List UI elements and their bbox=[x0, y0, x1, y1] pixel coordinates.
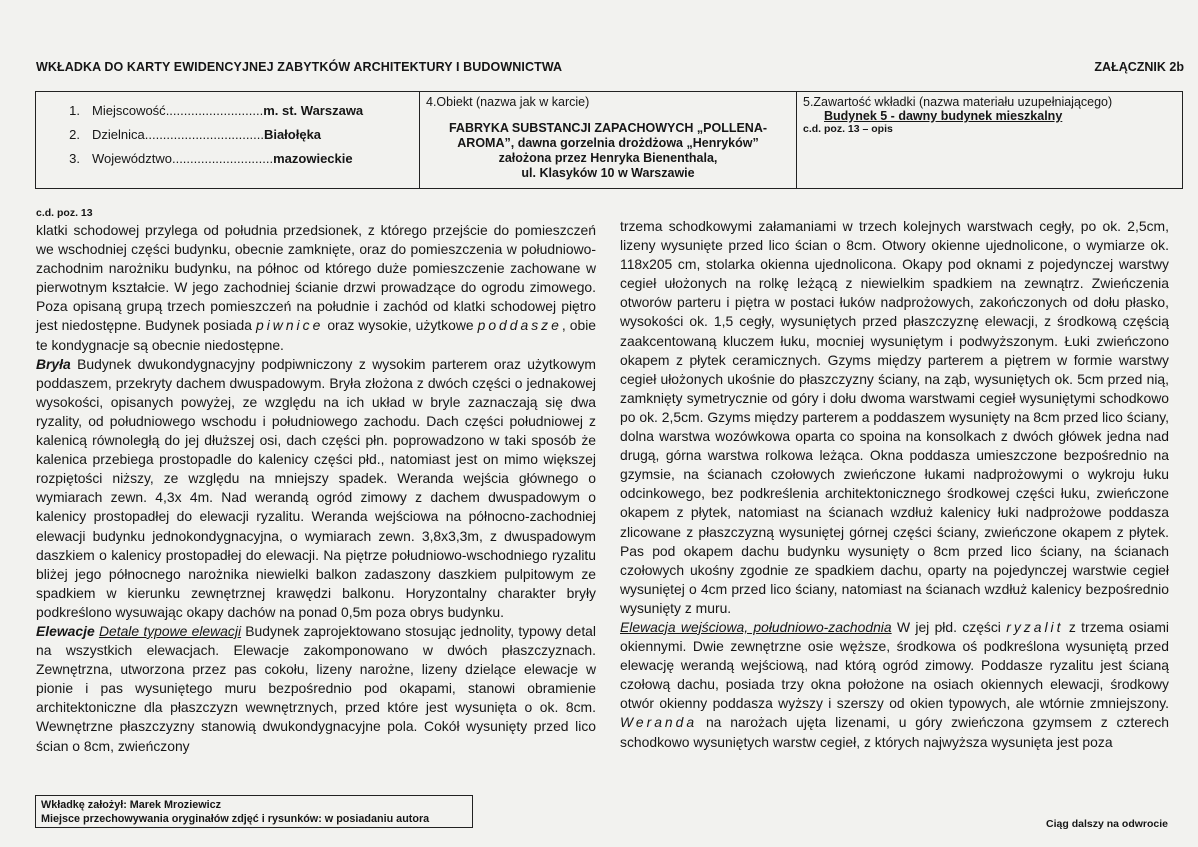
footer-box bbox=[35, 795, 473, 828]
text-run: z trzema osiami okiennymi. Dwie zewnętrzne osie węższe, środkowa oś podkreślona wysuniętą przed elewację werandą wejściową, nad którą ogród zimowy. Poddasze ryzalitu jest ścianą czołową dachu, posiada trzy okna położone na osiach okiennych elewacji, środkowy otwór okienny poddasza wyższy i szerszy od okien typowych, ale wtórnie zmniejszony. bbox=[620, 618, 1169, 712]
text-run: na narożach ujęta lizenami, u góry zwieńczona gzymsem z czterech schodkowo wysuniętych warstw cegieł, z których najwyższa wysunięta jest poza bbox=[620, 714, 1169, 750]
attachment-label: ZAŁĄCZNIK 2b bbox=[1094, 60, 1184, 74]
location-fields bbox=[36, 92, 420, 188]
text-run: W jej płd. części bbox=[891, 618, 1007, 635]
field-label: Miejscowość bbox=[92, 103, 166, 118]
field-label: Województwo bbox=[92, 151, 172, 166]
subsection-label-detale: Detale typowe elewacji bbox=[98, 622, 242, 639]
field-row-district bbox=[36, 127, 419, 151]
page-title: WKŁADKA DO KARTY EWIDENCYJNEJ ZABYTKÓW ARCHITEKTURY I BUDOWNICTWA bbox=[36, 60, 563, 74]
field-number: 3. bbox=[69, 151, 80, 166]
term-ryzalit: ryzalit bbox=[1006, 618, 1064, 635]
author-line: Wkładkę założył: Marek Mroziewicz bbox=[41, 799, 222, 811]
paragraph bbox=[36, 622, 596, 756]
paragraph bbox=[620, 217, 1169, 618]
text-run: trzema schodkowymi załamaniami w trzech kolejnych warstwach cegły, po ok. 2,5cm, lizeny wysunięte przed lico ścian o 8cm. Otwory okienne ujednolicone, o wymiarze ok. 118x205 cm, stolarka okienna ujednolicona. Okapy pod oknami z pojedynczej warstwy cegieł ułożonych na rolkę leżącą z niewielkim spadkiem na zewnątrz. Zwieńczenia otworów parteru i piętra w postaci łuków nadprożowych, zakończonych od dołu płasko, wysokości ok. 1,5 cegły, wysuniętych przed płaszczyznę elewacji, z środkową częścią zaakcentowaną kluczem łuku, mocniej wysuniętym i podwyższonym. Łuki zwieńczono okapem z płytek ceramicznych. Gzyms między parterem a piętrem w formie warstwy cegieł ułożonych ukośnie do płaszczyzny ściany, na ząb, wysuniętych ok. 5cm przed nią, zamknięty symetrycznie od góry i dołu dwoma warstwami cegieł wysuniętymi schodkowo po ok. 2,5cm. Gzyms między parterem a poddaszem wysunięty na 8cm przed lico ściany, dolna warstwa wozówkowa oparta co spoina na konsolkach z dwóch główek jedna nad drugą, górna warstwa rolkowa leżąca. Okna poddasza umieszczone bezpośrednio na gzymsie, na ścianach czołowych zwieńczone łukami nadprożowymi o wykroju łuku odcinkowego, bez podkreślenia architektonicznego środkowej części łuku, zwieńczone okapem z płytek, natomiast na ścianach wzdłuż kalenicy łuki nadprożowe poddasza zlicowane z płaszczyzną wysuniętej górnej części ściany, zwieńczone okapem z płytek. Pas pod okapem dachu budynku wysunięty o 8cm przed lico ściany, na ścianach czołowych ukośny zgodnie ze spadkiem dachu, oparty na pojedynczej warstwie cegieł wysuniętej o 4cm przed lico ściany, natomiast na ścianach wzdłuż kalenicy bezpośrednio wysunięty z muru. bbox=[620, 218, 1169, 616]
field-value: mazowieckie bbox=[273, 151, 353, 166]
field-label: Dzielnica bbox=[92, 127, 145, 142]
field-dots: ............................ bbox=[171, 151, 274, 166]
content-label: 5.Zawartość wkładki (nazwa materiału uzupełniającego) bbox=[803, 95, 1113, 109]
field-row-locality bbox=[36, 103, 419, 127]
left-column-text bbox=[36, 221, 596, 756]
object-name-line: AROMA”, dawna gorzelnia drożdżowa „Henryków” bbox=[457, 136, 759, 150]
text-run: Budynek zaprojektowano stosując jednolity, typowy detal na wszystkich elewacjach. Elewacje zakomponowano w dwóch płaszczyznach. Zewnętrzna, utworzona przez pas cokołu, lizeny narożne, lizeny dzielące elewacje w pionie i pas wysuniętego muru bezpośrednio pod okapami, stanowi obramienie architektoniczne dla płaszczyzn wewnętrznych, przed które jest wysunięta o ok. 8cm. Wewnętrzne płaszczyzny stanowią dwukondygnacyjne pola. Cokół wysunięty przed lico ścian o 8cm, zwieńczony bbox=[36, 622, 596, 754]
object-label: 4.Obiekt (nazwa jak w karcie) bbox=[426, 95, 590, 109]
field-row-voivodeship bbox=[36, 151, 419, 175]
paragraph bbox=[36, 221, 596, 355]
building-name: Budynek 5 - dawny budynek mieszkalny bbox=[824, 109, 1063, 123]
content-cd: c.d. poz. 13 – opis bbox=[803, 123, 893, 135]
field-dots: ........................... bbox=[165, 103, 264, 118]
object-name-line: FABRYKA SUBSTANCJI ZAPACHOWYCH „POLLENA- bbox=[448, 121, 768, 135]
storage-line: Miejsce przechowywania oryginałów zdjęć i rysunków: w posiadaniu autora bbox=[41, 813, 430, 825]
paragraph bbox=[620, 618, 1169, 752]
term-poddasze: poddasze bbox=[477, 317, 562, 334]
object-name-line: ul. Klasyków 10 w Warszawie bbox=[521, 166, 695, 180]
section-label-bryla: Bryła bbox=[36, 355, 71, 372]
field-dots: ................................. bbox=[144, 127, 264, 142]
object-cell bbox=[420, 92, 797, 188]
term-piwnice: piwnice bbox=[255, 317, 324, 334]
text-run: , obie te kondygnacje są obecnie niedostępne. bbox=[36, 317, 597, 353]
header-table bbox=[35, 91, 1183, 189]
paragraph bbox=[36, 355, 596, 622]
section-label-elewacje: Elewacje bbox=[36, 622, 95, 639]
cd-position-label: c.d. poz. 13 bbox=[36, 207, 93, 219]
text-run: oraz wysokie, użytkowe bbox=[323, 317, 478, 334]
field-number: 1. bbox=[69, 103, 80, 118]
term-weranda: Weranda bbox=[620, 714, 698, 731]
field-number: 2. bbox=[69, 127, 80, 142]
text-run: Budynek dwukondygnacyjny podpiwniczony z wysokim parterem oraz użytkowym poddaszem, przekryty dachem dwuspadowym. Bryła złożona z dwóch części o jednakowej wysokości, opisanych powyżej, ze względu na ich układ w bryle zaznaczają się dwa ryzality, od południowego wschodu i południowego zachodu. Dach części południowej z kalenicą równoległą do jej dłuższej osi, dach części płn. poprowadzono w taki sposób że kalenica przebiega prostopadle do kalenicy części płd., natomiast jest on mimo większej rozpiętości niższy, ze względu na mniejszy spadek. Weranda wejścia głównego o wymiarach zewn. 4,3x 4m. Nad werandą ogród zimowy z dachem dwuspadowym o kalenicy prostopadłej do elewacji ryzalitu. Weranda wejściowa na północno-zachodniej elewacji budynku jednokondygnacyjna, o wymiarach zewn. 3,8x3,3m, z dwuspadowym daszkiem o kalenicy prostopadłej do elewacji. Na piętrze południowo-wschodniego ryzalitu bliżej jego północnego narożnika niewielki balkon zadaszony daszkiem pulpitowym ze spadkiem w kierunku zewnętrznej krawędzi balkonu. Horyzontalny charakter bryły podkreślono wysuwając okapy dachów na ponad 0,5m poza obrys budynku. bbox=[36, 355, 596, 620]
field-value: Białołęka bbox=[263, 127, 322, 142]
field-value: m. st. Warszawa bbox=[263, 103, 364, 118]
object-name bbox=[426, 121, 790, 181]
object-name-line: założona przez Henryka Bienenthala, bbox=[498, 151, 718, 165]
subsection-label-elewacja: Elewacja wejściowa, południowo-zachodnia bbox=[620, 618, 892, 635]
right-column-text bbox=[620, 217, 1169, 752]
content-cell bbox=[797, 92, 1181, 188]
continued-note: Ciąg dalszy na odwrocie bbox=[1046, 818, 1168, 830]
text-run: klatki schodowej przylega od południa przedsionek, z którego przejście do pomieszczeń we wschodniej części budynku, obecnie zamknięte, oraz do pomieszczenia w południowo-zachodnim narożniku budynku, na północ od którego duże pomieszczenie zachowane w pierwotnym kształcie. W jego zachodniej ścianie drzwi prowadzące do ogrodu zimowego. Poza opisaną grupą trzech pomieszczeń na południe i zachód od klatki schodowej piętro jest niedostępne. Budynek posiada bbox=[36, 222, 596, 334]
